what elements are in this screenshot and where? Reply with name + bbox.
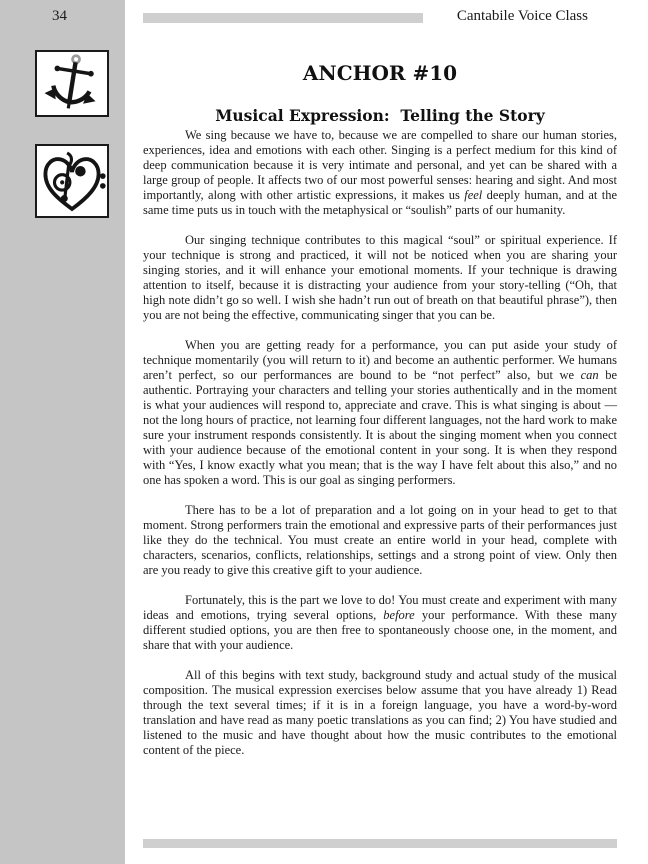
sidebar [0, 0, 125, 864]
body-paragraph-5: Fortunately, this is the part we love to do! You must create and experiment with many ideas and emotions, trying several options, before your performance. With these many different studied options, you are then free to spontaneously choose one, in the moment, and share that with your audience. [143, 593, 617, 652]
footer-rule [143, 839, 617, 848]
body-paragraph-2: Our singing technique contributes to this magical “soul” or spiritual experience. If your technique is strong and practiced, it will not be noticed when you are sharing your singing stories, and it will enhance your emotional moments. If your technique is drawing attention to itself, because it is distracting your audience from your story-telling (“Oh, that high note didn’t go so well. I wish she hadn’t run out of breath on that beautiful phrase”), then you are not being the effective, communicating singer that you can be. [143, 233, 617, 322]
anchor-icon-box [35, 50, 109, 117]
page-number: 34 [52, 8, 67, 24]
anchor-title: ANCHOR #10 [302, 61, 458, 86]
body-paragraph-1: We sing because we have to, because we are compelled to share our human stories, experiences, idea and emotions with each other. Singing is a perfect medium for this kind of deep communication because it is very intimate and personal, and yet can be shared with a large group of people. It affects two of our most powerful senses: hearing and sight. And most importantly, along with other artistic expressions, it makes us feel deeply human, and at the same time puts us in touch with the metaphysical or “soulish” parts of our humanity. [143, 128, 618, 217]
body-paragraph-6: All of this begins with text study, background study and actual study of the musical composition. The musical expression exercises below assume that you have already 1) Read through the text several times; if it is in a foreign language, you have a word-by-word translation and have read as many poetic translations as you can find; 2) You have studied and listened to the music and have thought about how the music contributes to the emotional content of the piece. [143, 668, 617, 757]
book-title: Cantabile Voice Class [456, 8, 588, 24]
header-rule [143, 13, 423, 23]
anchor-subtitle: Musical Expression: Telling the Story [215, 105, 545, 125]
body-text [143, 128, 617, 773]
heart-treble-bass-clef-icon [37, 146, 107, 216]
body-paragraph-4: There has to be a lot of preparation and a lot going on in your head to get to that moment. Strong performers train the emotional and expressive parts of their performances just like they do the technical. You must create an entire world in your head, complete with characters, scenarios, conflicts, relationships, settings and a strong point of view. Only then are you ready to give this creative gift to your audience. [143, 503, 617, 577]
anchor-icon [37, 52, 107, 115]
heart-clef-icon-box [35, 144, 109, 218]
body-paragraph-3: When you are getting ready for a performance, you can put aside your study of technique momentarily (you will return to it) and become an authentic performer. We humans aren’t perfect, so our performances are bound to be “not perfect” also, but we can be authentic. Portraying your characters and telling your stories authentically and in the moment is what your audiences will respond to, appreciate and crave. This is what singing is about — not the long hours of practice, not learning four different languages, not the hard work to make sure your instrument responds consistently. It is about the singing moment when you connect with your audience because of the emotional content in your song. It is when they respond with “Yes, I know exactly what you mean; that is the way I have felt about this also,” and no one has spoken a word. This is our goal as singing performers. [143, 338, 617, 487]
